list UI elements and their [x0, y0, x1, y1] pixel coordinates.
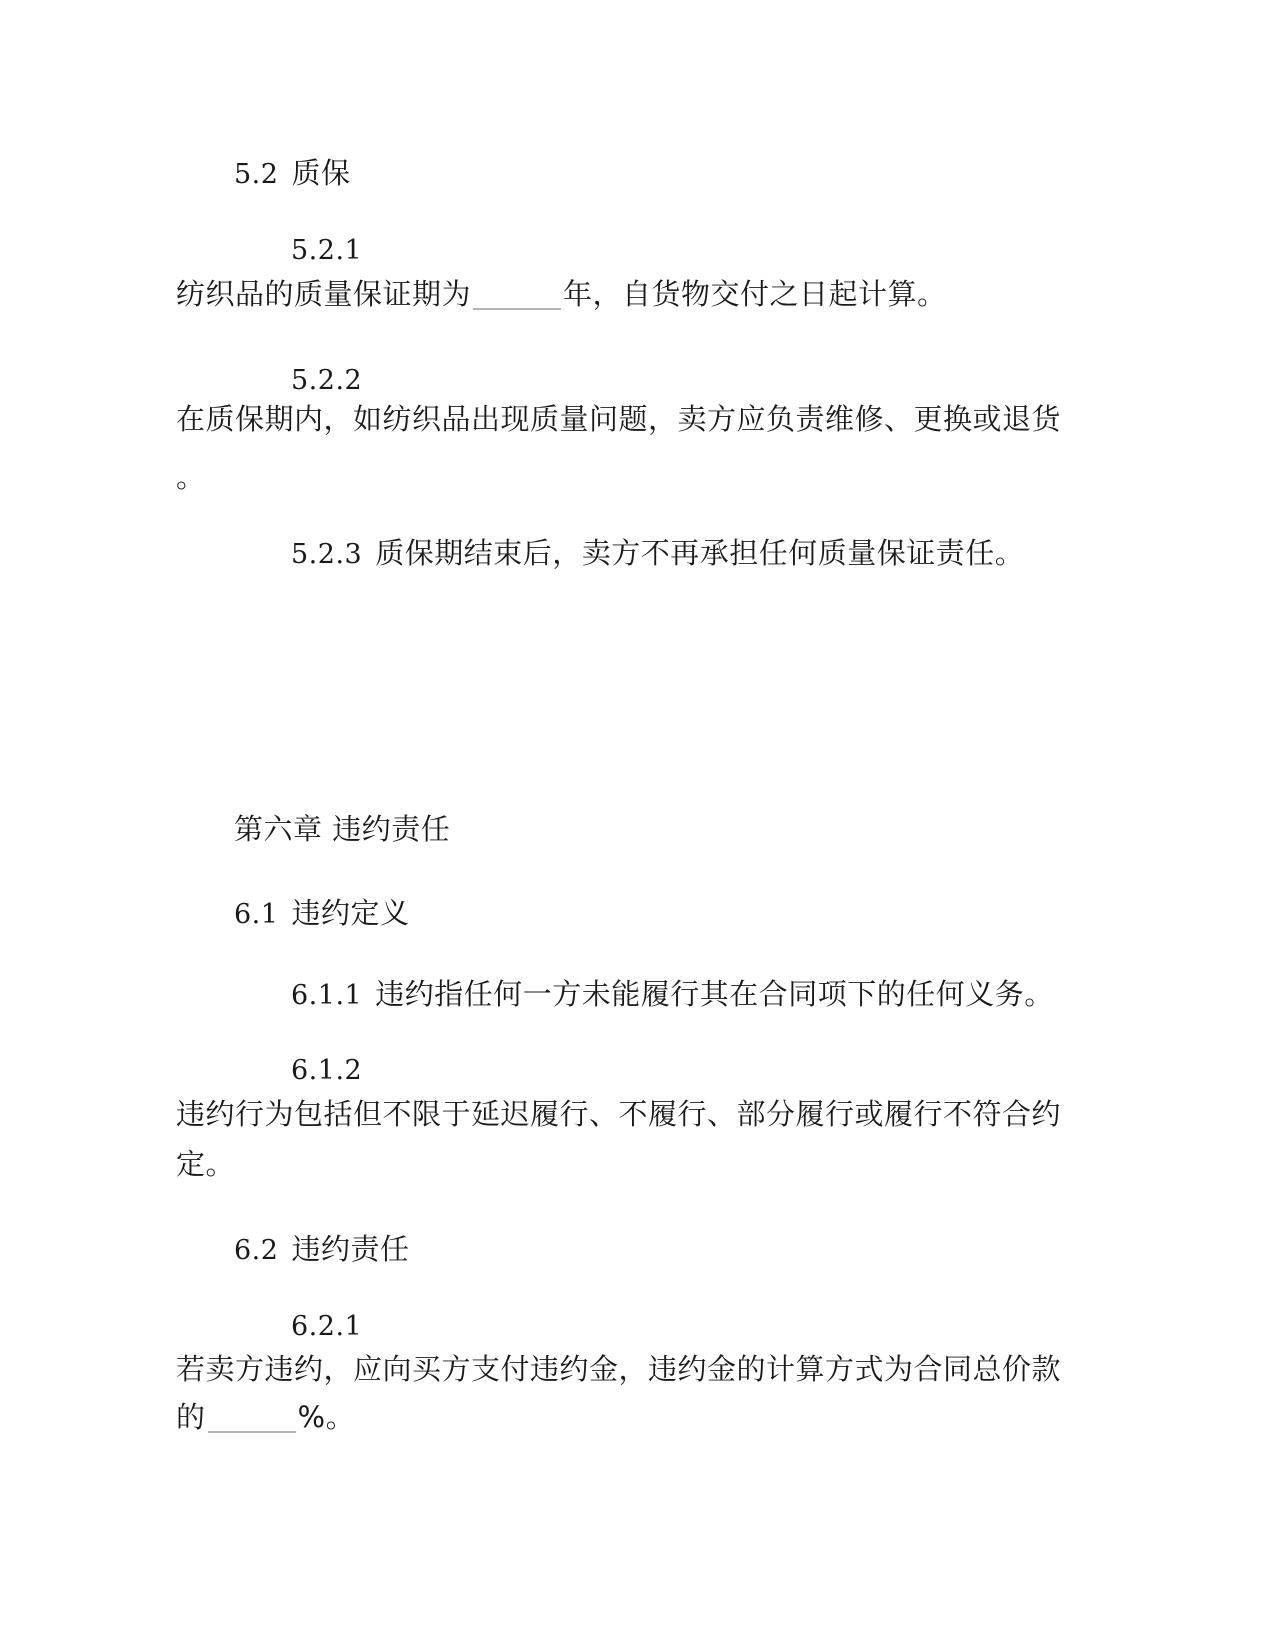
clause-6-1-1-text: 违约指任何一方未能履行其在合同项下的任何义务。	[375, 977, 1054, 1011]
clause-6-1-2-text-line2: 定。	[176, 1147, 236, 1181]
penalty-percent-blank-field	[208, 1429, 296, 1433]
clause-6-2-1-line2-prefix: 的	[176, 1400, 206, 1434]
clause-5-2-2-text-line1: 在质保期内，如纺织品出现质量问题，卖方应负责维修、更换或退货	[176, 402, 1062, 436]
section-5-2-number: 5.2	[234, 159, 279, 190]
clause-6-1-2-number-line	[291, 1052, 362, 1088]
clause-6-2-1-text-line1: 若卖方违约，应向买方支付违约金，违约金的计算方式为合同总价款	[176, 1352, 1062, 1386]
clause-6-1-1-line	[291, 977, 1054, 1013]
section-6-2-heading	[234, 1232, 409, 1268]
clause-5-2-1-text	[176, 277, 947, 311]
clause-6-2-1-line2-suffix: %。	[297, 1400, 356, 1434]
section-5-2-title: 质保	[291, 156, 351, 190]
section-6-1-number: 6.1	[234, 899, 279, 930]
section-6-1-title: 违约定义	[291, 896, 410, 930]
clause-5-2-3-text: 质保期结束后，卖方不再承担任何质量保证责任。	[375, 536, 1025, 570]
clause-6-2-1-number: 6.2.1	[291, 1311, 363, 1342]
clause-6-1-2-text-line1: 违约行为包括但不限于延迟履行、不履行、部分履行或履行不符合约	[176, 1097, 1062, 1131]
section-6-2-title: 违约责任	[291, 1232, 410, 1266]
section-5-2-heading	[234, 156, 350, 192]
clause-5-2-2-number: 5.2.2	[291, 365, 363, 396]
section-6-2-number: 6.2	[234, 1235, 279, 1266]
clause-5-2-1-number: 5.2.1	[291, 235, 363, 266]
clause-5-2-2-text-line2: 。	[176, 460, 206, 494]
clause-6-1-2-number: 6.1.2	[291, 1055, 363, 1086]
clause-5-2-3-number: 5.2.3	[291, 539, 363, 570]
warranty-years-blank-field	[473, 306, 561, 310]
section-6-1-heading	[234, 896, 409, 932]
chapter-6-heading: 第六章 违约责任	[234, 812, 451, 846]
clause-5-2-3-line	[291, 536, 1024, 572]
clause-6-1-1-number: 6.1.1	[291, 980, 363, 1011]
clause-6-2-1-number-line	[291, 1308, 362, 1344]
clause-6-2-1-text-line2	[176, 1400, 355, 1434]
clause-5-2-1-prefix: 纺织品的质量保证期为	[176, 277, 472, 311]
clause-5-2-1-number-line	[291, 232, 362, 268]
clause-5-2-2-number-line	[291, 362, 362, 398]
clause-5-2-1-suffix: 年，自货物交付之日起计算。	[563, 277, 947, 311]
